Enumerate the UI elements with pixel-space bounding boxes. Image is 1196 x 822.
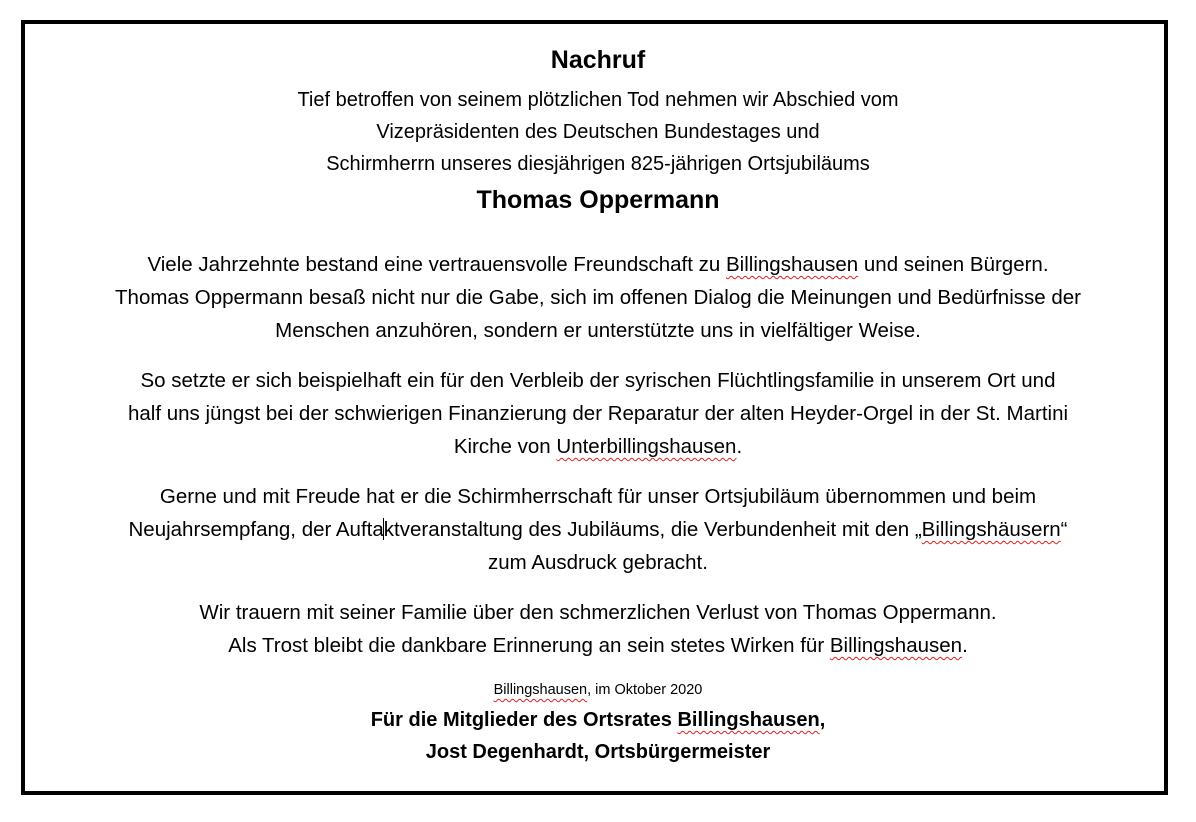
intro-line-1: Tief betroffen von seinem plötzlichen Tod nehmen wir Abschied vom (297, 89, 899, 111)
deceased-name: Thomas Oppermann (476, 186, 720, 214)
paragraph-2-line-2: half uns jüngst bei der schwierigen Finanzierung der Reparatur der alten Heyder-Orgel in der St. Martini (127, 402, 1069, 425)
paragraph-4-line-1: Wir trauern mit seiner Familie über den schmerzlichen Verlust von Thomas Oppermann. (199, 601, 997, 624)
intro-line-3: Schirmherrn unseres diesjährigen 825-jährigen Ortsjubiläums (326, 153, 870, 175)
paragraph-2-line-1: So setzte er sich beispielhaft ein für den Verbleib der syrischen Flüchtlingsfamilie in unserem Ort und (140, 369, 1056, 392)
paragraph-3-line-2: Neujahrsempfang, der Auftaktveranstaltung des Jubiläums, die Verbundenheit mit den „Billingshäusern“ (128, 518, 1068, 541)
signature-line-2: Jost Degenhardt, Ortsbürgermeister (425, 741, 771, 763)
paragraph-1-line-1: Viele Jahrzehnte bestand eine vertrauensvolle Freundschaft zu Billingshausen und seinen Bürgern. (147, 253, 1049, 276)
date-line: Billingshausen, im Oktober 2020 (493, 682, 703, 698)
paragraph-2-line-3: Kirche von Unterbillingshausen. (453, 435, 743, 458)
paragraph-3-line-3: zum Ausdruck gebracht. (488, 551, 708, 574)
paragraph-1-line-3: Menschen anzuhören, sondern er unterstützte uns in vielfältiger Weise. (275, 319, 921, 342)
paragraph-1-line-2: Thomas Oppermann besaß nicht nur die Gabe, sich im offenen Dialog die Meinungen und Bedürfnisse der (115, 286, 1081, 309)
paragraph-3-line-1: Gerne und mit Freude hat er die Schirmherrschaft für unser Ortsjubiläum übernommen und beim (159, 485, 1037, 508)
signature-line-1: Für die Mitglieder des Ortsrates Billingshausen, (370, 709, 826, 731)
intro-line-2: Vizepräsidenten des Deutschen Bundestages und (376, 121, 820, 143)
paragraph-4-line-2: Als Trost bleibt die dankbare Erinnerung an sein stetes Wirken für Billingshausen. (228, 634, 968, 657)
document-title: Nachruf (550, 46, 646, 74)
